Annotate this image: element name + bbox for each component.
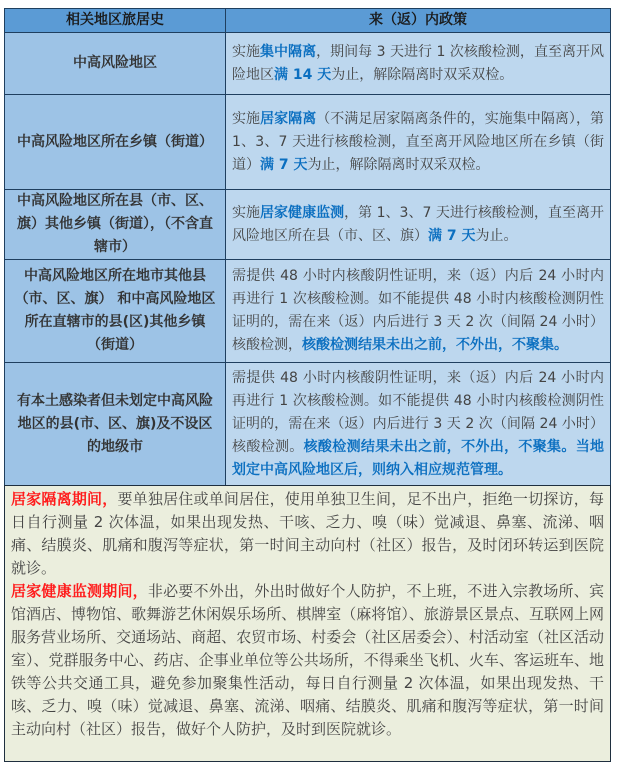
- note-title: 居家健康监测期间，: [11, 582, 148, 600]
- policy-text: 实施: [232, 110, 261, 127]
- region-cell: 中高风险地区所在县（市、区、旗）其他乡镇（街道），（不含直辖市）: [5, 190, 226, 260]
- policy-cell: [226, 260, 611, 363]
- policy-text: 为止。: [475, 227, 518, 244]
- policy-text: ，期间每 3 天进行 1 次核酸检测，直至离开风险地区: [232, 43, 604, 83]
- table-row: [5, 190, 611, 260]
- policy-highlight: 居家隔离: [260, 110, 317, 127]
- table-row: [5, 260, 611, 363]
- notes-box: [4, 485, 611, 762]
- note-home-isolation: [11, 488, 604, 580]
- table-row: [5, 363, 611, 486]
- policy-text: （不满足居家隔离条件的，实施集中隔离），第 1、3、7 天进行核酸检测，直至离开风险地区所在乡镇（街道）: [232, 110, 605, 173]
- region-cell: 中高风险地区: [5, 33, 226, 95]
- policy-text: 实施: [232, 204, 261, 221]
- table-header-row: [5, 9, 611, 33]
- policy-table: [4, 8, 611, 486]
- policy-cell: [226, 95, 611, 190]
- policy-highlight: 核酸检测结果未出之前，不外出，不聚集。当地划定中高风险地区后，则纳入相应规范管理。: [232, 438, 605, 478]
- policy-cell: [226, 190, 611, 260]
- policy-highlight: 满 7 天: [260, 156, 308, 173]
- region-cell: 中高风险地区所在地市其他县（市、区、旗） 和中高风险地区所在直辖市的县(区)其他乡镇（街道）: [5, 260, 226, 363]
- policy-highlight: 居家健康监测: [260, 204, 345, 221]
- policy-text: 为止，解除隔离时双采双检。: [307, 156, 490, 173]
- policy-cell: [226, 363, 611, 486]
- policy-highlight: 集中隔离: [260, 43, 317, 60]
- region-cell: 有本土感染者但未划定中高风险地区的县(市、区、旗)及不设区的地级市: [5, 363, 226, 486]
- policy-cell: [226, 33, 611, 95]
- table-row: [5, 33, 611, 95]
- header-travel-history: 相关地区旅居史: [5, 9, 226, 33]
- note-health-monitoring: [11, 580, 604, 741]
- header-policy: 来（返）内政策: [226, 9, 611, 33]
- note-body: 要单独居住或单间居住，使用单独卫生间，足不出户，拒绝一切探访，每日自行测量 2 次体温，如果出现发热、干咳、乏力、嗅（味）觉减退、鼻塞、流涕、咽痛、结膜炎、肌痛和腹泻等症状，第一时间主动向村（社区）报告，及时闭环转运到医院就诊。: [11, 490, 604, 577]
- note-body: 非必要不外出，外出时做好个人防护，不上班，不进入宗教场所、宾馆酒店、博物馆、歌舞游艺休闲娱乐场所、棋牌室（麻将馆）、旅游景区景点、互联网上网服务营业场所、交通场站、商超、农贸市场、村委会（社区居委会）、村活动室（社区活动室）、党群服务中心、药店、企事业单位等公共场所，不得乘坐飞机、火车、客运班车、地铁等公共交通工具，避免参加聚集性活动，每日自行测量 2 次体温，如果出现发热、干咳、乏力、嗅（味）觉减退、鼻塞、流涕、咽痛、结膜炎、肌痛和腹泻等症状，第一时间主动向村（社区）报告，做好个人防护，及时到医院就诊。: [11, 582, 604, 738]
- policy-highlight: 核酸检测结果未出之前，不外出，不聚集。: [302, 337, 568, 353]
- note-title: 居家隔离期间，: [11, 490, 118, 508]
- policy-highlight: 满 7 天: [428, 227, 476, 244]
- policy-text: 需提供 48 小时内核酸阴性证明，来（返）内后 24 小时内再进行 1 次核酸检测。如不能提供 48 小时内核酸检测阴性证明的，需在来（返）内后进行 3 天 2 次（间隔 24 小时）核酸检测。: [232, 369, 604, 455]
- policy-text: ，第 1、3、7 天进行核酸检测，直至离开风险地区所在县（市、区、旗）: [232, 204, 605, 244]
- table-row: [5, 95, 611, 190]
- region-cell: 中高风险地区所在乡镇（街道）: [5, 95, 226, 190]
- policy-highlight: 满 14 天: [274, 66, 332, 83]
- policy-text: 需提供 48 小时内核酸阴性证明，来（返）内后 24 小时内再进行 1 次核酸检测。如不能提供 48 小时内核酸检测阴性证明的，需在来（返）内后进行 3 天 2 次（间隔 24 小时）核酸检测，: [232, 268, 604, 353]
- policy-text: 为止，解除隔离时双采双检。: [331, 66, 514, 83]
- policy-text: 实施: [232, 43, 261, 60]
